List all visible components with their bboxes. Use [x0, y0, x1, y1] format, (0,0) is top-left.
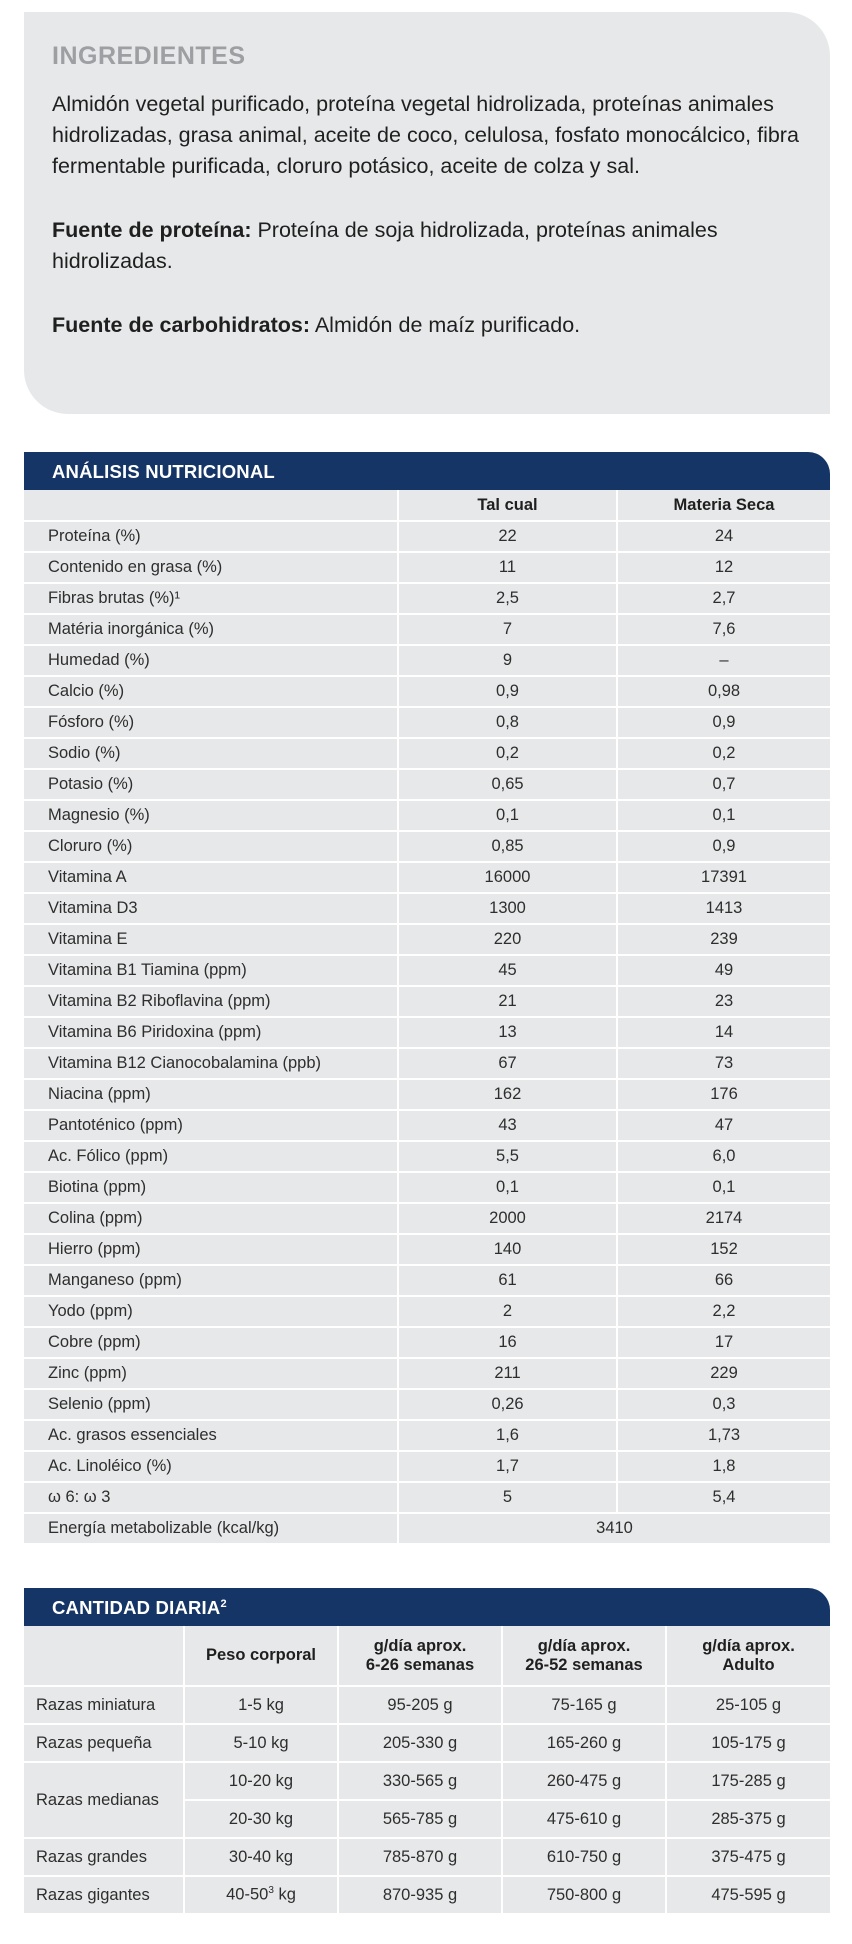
value-tal-cual: 5	[398, 1482, 617, 1513]
value-materia-seca: 2,2	[617, 1296, 830, 1327]
daily-amount-6-26: 330-565 g	[338, 1762, 502, 1800]
protein-source	[52, 215, 802, 277]
nutrition-row	[24, 986, 830, 1017]
value-tal-cual: 22	[398, 521, 617, 552]
value-materia-seca: 23	[617, 986, 830, 1017]
value-materia-seca: 0,2	[617, 738, 830, 769]
col-6-26-semanas	[338, 1626, 502, 1686]
nutrition-row	[24, 1172, 830, 1203]
protein-source-text: Proteína de soja hidrolizada, proteínas animales hidrolizadas.	[52, 218, 718, 273]
nutrition-row	[24, 831, 830, 862]
value-materia-seca: 1413	[617, 893, 830, 924]
nutrient-label: Yodo (ppm)	[24, 1296, 398, 1327]
nutrient-label: Manganeso (ppm)	[24, 1265, 398, 1296]
nutrient-label: Proteína (%)	[24, 521, 398, 552]
nutrition-row	[24, 676, 830, 707]
nutrient-label: Hierro (ppm)	[24, 1234, 398, 1265]
value-materia-seca: 2174	[617, 1203, 830, 1234]
daily-row-medianas-1	[24, 1762, 830, 1800]
daily-header	[24, 1588, 830, 1626]
value-tal-cual: 0,85	[398, 831, 617, 862]
nutrient-label: Sodio (%)	[24, 738, 398, 769]
nutrition-row	[24, 614, 830, 645]
value-tal-cual: 0,9	[398, 676, 617, 707]
daily-weight-footnote: 3	[268, 1885, 274, 1897]
value-materia-seca: 49	[617, 955, 830, 986]
carb-source-label: Fuente de carbohidratos:	[52, 313, 311, 337]
nutrition-row	[24, 1482, 830, 1513]
ingredients-title: INGREDIENTES	[52, 42, 246, 70]
nutrient-label: Ac. Linoléico (%)	[24, 1451, 398, 1482]
value-materia-seca: 0,1	[617, 800, 830, 831]
nutrition-table	[24, 490, 830, 1545]
nutrition-row	[24, 1420, 830, 1451]
value-materia-seca: 176	[617, 1079, 830, 1110]
nutrient-label: Fósforo (%)	[24, 707, 398, 738]
nutrition-row	[24, 552, 830, 583]
value-tal-cual: 0,2	[398, 738, 617, 769]
value-materia-seca: 73	[617, 1048, 830, 1079]
value-tal-cual: 45	[398, 955, 617, 986]
nutrition-row	[24, 1358, 830, 1389]
value-tal-cual: 61	[398, 1265, 617, 1296]
daily-amount-6-26: 785-870 g	[338, 1838, 502, 1876]
value-materia-seca: 0,7	[617, 769, 830, 800]
nutrient-label: Vitamina B1 Tiamina (ppm)	[24, 955, 398, 986]
nutrition-row	[24, 1141, 830, 1172]
daily-amount-adulto: 285-375 g	[666, 1800, 830, 1838]
nutrient-label: Colina (ppm)	[24, 1203, 398, 1234]
daily-amount-26-52: 610-750 g	[502, 1838, 666, 1876]
nutrition-row	[24, 862, 830, 893]
value-tal-cual: 5,5	[398, 1141, 617, 1172]
nutrition-row	[24, 955, 830, 986]
nutrient-label: Vitamina B6 Piridoxina (ppm)	[24, 1017, 398, 1048]
col-6-26-l2: 6-26 semanas	[365, 1655, 475, 1674]
nutrition-row	[24, 583, 830, 614]
value-materia-seca: 0,1	[617, 1172, 830, 1203]
nutrient-label: Ac. Fólico (ppm)	[24, 1141, 398, 1172]
value-materia-seca: 47	[617, 1110, 830, 1141]
value-materia-seca: 0,98	[617, 676, 830, 707]
nutrition-row	[24, 1327, 830, 1358]
daily-amount-adulto: 105-175 g	[666, 1724, 830, 1762]
nutrition-row	[24, 1110, 830, 1141]
value-tal-cual: 0,8	[398, 707, 617, 738]
value-materia-seca: 14	[617, 1017, 830, 1048]
nutrition-title: ANÁLISIS NUTRICIONAL	[52, 461, 275, 482]
nutrient-label: Contenido en grasa (%)	[24, 552, 398, 583]
daily-title: CANTIDAD DIARIA	[52, 1597, 221, 1618]
nutrient-label: ω 6: ω 3	[24, 1482, 398, 1513]
nutrient-label: Zinc (ppm)	[24, 1358, 398, 1389]
nutrition-row	[24, 1079, 830, 1110]
col-adulto-l2: Adulto	[722, 1655, 775, 1674]
value-tal-cual: 1300	[398, 893, 617, 924]
value-tal-cual: 13	[398, 1017, 617, 1048]
col-materia-seca: Materia Seca	[617, 490, 830, 521]
value-tal-cual: 0,1	[398, 800, 617, 831]
nutrition-header-blank	[24, 490, 398, 521]
ingredients-panel	[24, 12, 830, 414]
value-tal-cual: 2	[398, 1296, 617, 1327]
nutrient-label: Vitamina D3	[24, 893, 398, 924]
col-26-52-semanas	[502, 1626, 666, 1686]
col-adulto-l1: g/día aprox.	[702, 1636, 795, 1655]
daily-amount-26-52: 165-260 g	[502, 1724, 666, 1762]
daily-row-pequena	[24, 1724, 830, 1762]
value-tal-cual: 140	[398, 1234, 617, 1265]
nutrient-label: Cloruro (%)	[24, 831, 398, 862]
value-materia-seca: 239	[617, 924, 830, 955]
daily-amount-26-52: 475-610 g	[502, 1800, 666, 1838]
value-tal-cual: 0,1	[398, 1172, 617, 1203]
value-materia-seca: 0,9	[617, 707, 830, 738]
nutrient-label: Vitamina A	[24, 862, 398, 893]
nutrient-label: Biotina (ppm)	[24, 1172, 398, 1203]
nutrition-row	[24, 645, 830, 676]
value-materia-seca: 0,9	[617, 831, 830, 862]
value-tal-cual: 1,7	[398, 1451, 617, 1482]
nutrient-label: Matéria inorgánica (%)	[24, 614, 398, 645]
col-26-52-l2: 26-52 semanas	[525, 1655, 643, 1674]
nutrition-row	[24, 1296, 830, 1327]
value-materia-seca: 2,7	[617, 583, 830, 614]
daily-row-label: Razas grandes	[24, 1838, 184, 1876]
energy-row	[24, 1513, 830, 1544]
nutrition-row	[24, 1203, 830, 1234]
value-tal-cual: 1,6	[398, 1420, 617, 1451]
daily-amount-6-26: 95-205 g	[338, 1686, 502, 1724]
value-materia-seca: 229	[617, 1358, 830, 1389]
daily-title-footnote: 2	[220, 1597, 227, 1610]
daily-header-row	[24, 1626, 830, 1686]
daily-row-label: Razas gigantes	[24, 1876, 184, 1914]
ingredients-text: Almidón vegetal purificado, proteína vegetal hidrolizada, proteínas animales hidrolizadas, grasa animal, aceite de coco, celulosa, fosfato monocálcico, fibra fermentable purificada, cloruro potásico, aceite de colza y sal.	[52, 92, 799, 178]
daily-row-label: Razas medianas	[24, 1762, 184, 1838]
daily-weight	[184, 1876, 338, 1914]
value-materia-seca: 1,8	[617, 1451, 830, 1482]
value-tal-cual: 21	[398, 986, 617, 1017]
value-materia-seca: 5,4	[617, 1482, 830, 1513]
nutrient-label: Pantoténico (ppm)	[24, 1110, 398, 1141]
nutrition-row	[24, 1234, 830, 1265]
value-materia-seca: 17	[617, 1327, 830, 1358]
nutrition-row	[24, 521, 830, 552]
nutrient-label: Magnesio (%)	[24, 800, 398, 831]
daily-row-label: Razas miniatura	[24, 1686, 184, 1724]
value-tal-cual: 211	[398, 1358, 617, 1389]
nutrition-row	[24, 738, 830, 769]
value-materia-seca: –	[617, 645, 830, 676]
daily-amount-adulto: 25-105 g	[666, 1686, 830, 1724]
daily-row-grandes	[24, 1838, 830, 1876]
daily-row-gigantes	[24, 1876, 830, 1914]
daily-amount-6-26: 205-330 g	[338, 1724, 502, 1762]
nutrition-body	[24, 521, 830, 1513]
daily-amount-6-26: 870-935 g	[338, 1876, 502, 1914]
value-tal-cual: 67	[398, 1048, 617, 1079]
daily-row-label: Razas pequeña	[24, 1724, 184, 1762]
daily-weight: 30-40 kg	[184, 1838, 338, 1876]
col-26-52-l1: g/día aprox.	[537, 1636, 631, 1655]
daily-amount-adulto: 375-475 g	[666, 1838, 830, 1876]
daily-amount-adulto: 475-595 g	[666, 1876, 830, 1914]
col-peso-corporal: Peso corporal	[184, 1626, 338, 1686]
value-materia-seca: 24	[617, 521, 830, 552]
daily-amount-26-52: 75-165 g	[502, 1686, 666, 1724]
value-materia-seca: 0,3	[617, 1389, 830, 1420]
carb-source	[52, 310, 802, 341]
nutrient-label: Ac. grasos essenciales	[24, 1420, 398, 1451]
value-tal-cual: 11	[398, 552, 617, 583]
nutrition-row	[24, 1389, 830, 1420]
daily-amount-26-52: 750-800 g	[502, 1876, 666, 1914]
daily-weight-value: 40-50	[226, 1885, 269, 1904]
daily-table	[24, 1626, 830, 1915]
nutrient-label: Selenio (ppm)	[24, 1389, 398, 1420]
value-materia-seca: 7,6	[617, 614, 830, 645]
value-tal-cual: 2,5	[398, 583, 617, 614]
nutrient-label: Cobre (ppm)	[24, 1327, 398, 1358]
nutrition-row	[24, 800, 830, 831]
daily-amount-6-26: 565-785 g	[338, 1800, 502, 1838]
nutrient-label: Potasio (%)	[24, 769, 398, 800]
energy-label: Energía metabolizable (kcal/kg)	[24, 1513, 398, 1544]
protein-source-label: Fuente de proteína:	[52, 218, 252, 242]
value-tal-cual: 220	[398, 924, 617, 955]
daily-weight-unit: kg	[273, 1885, 296, 1904]
nutrition-row	[24, 1048, 830, 1079]
col-adulto	[666, 1626, 830, 1686]
nutrition-row	[24, 1265, 830, 1296]
value-tal-cual: 7	[398, 614, 617, 645]
nutrition-row	[24, 1017, 830, 1048]
value-materia-seca: 17391	[617, 862, 830, 893]
nutrition-row	[24, 924, 830, 955]
nutrient-label: Fibras brutas (%)¹	[24, 583, 398, 614]
nutrient-label: Vitamina E	[24, 924, 398, 955]
daily-weight: 20-30 kg	[184, 1800, 338, 1838]
nutrition-row	[24, 707, 830, 738]
daily-row-miniatura	[24, 1686, 830, 1724]
value-materia-seca: 6,0	[617, 1141, 830, 1172]
nutrient-label: Vitamina B12 Cianocobalamina (ppb)	[24, 1048, 398, 1079]
carb-source-text: Almidón de maíz purificado.	[310, 313, 581, 337]
daily-amount-adulto: 175-285 g	[666, 1762, 830, 1800]
daily-weight: 1-5 kg	[184, 1686, 338, 1724]
energy-value: 3410	[398, 1513, 830, 1544]
value-tal-cual: 16000	[398, 862, 617, 893]
nutrient-label: Niacina (ppm)	[24, 1079, 398, 1110]
value-tal-cual: 162	[398, 1079, 617, 1110]
value-tal-cual: 0,65	[398, 769, 617, 800]
value-materia-seca: 12	[617, 552, 830, 583]
value-tal-cual: 16	[398, 1327, 617, 1358]
nutrition-header	[24, 452, 830, 490]
daily-amount-26-52: 260-475 g	[502, 1762, 666, 1800]
value-tal-cual: 0,26	[398, 1389, 617, 1420]
daily-weight: 10-20 kg	[184, 1762, 338, 1800]
value-tal-cual: 2000	[398, 1203, 617, 1234]
nutrition-row	[24, 893, 830, 924]
nutrient-label: Vitamina B2 Riboflavina (ppm)	[24, 986, 398, 1017]
value-materia-seca: 152	[617, 1234, 830, 1265]
nutrient-label: Calcio (%)	[24, 676, 398, 707]
nutrition-header-row	[24, 490, 830, 521]
nutrition-row	[24, 769, 830, 800]
value-materia-seca: 66	[617, 1265, 830, 1296]
value-materia-seca: 1,73	[617, 1420, 830, 1451]
value-tal-cual: 9	[398, 645, 617, 676]
value-tal-cual: 43	[398, 1110, 617, 1141]
daily-header-blank	[24, 1626, 184, 1686]
col-tal-cual: Tal cual	[398, 490, 617, 521]
daily-weight: 5-10 kg	[184, 1724, 338, 1762]
col-6-26-l1: g/día aprox.	[373, 1636, 467, 1655]
nutrient-label: Humedad (%)	[24, 645, 398, 676]
nutrition-row	[24, 1451, 830, 1482]
